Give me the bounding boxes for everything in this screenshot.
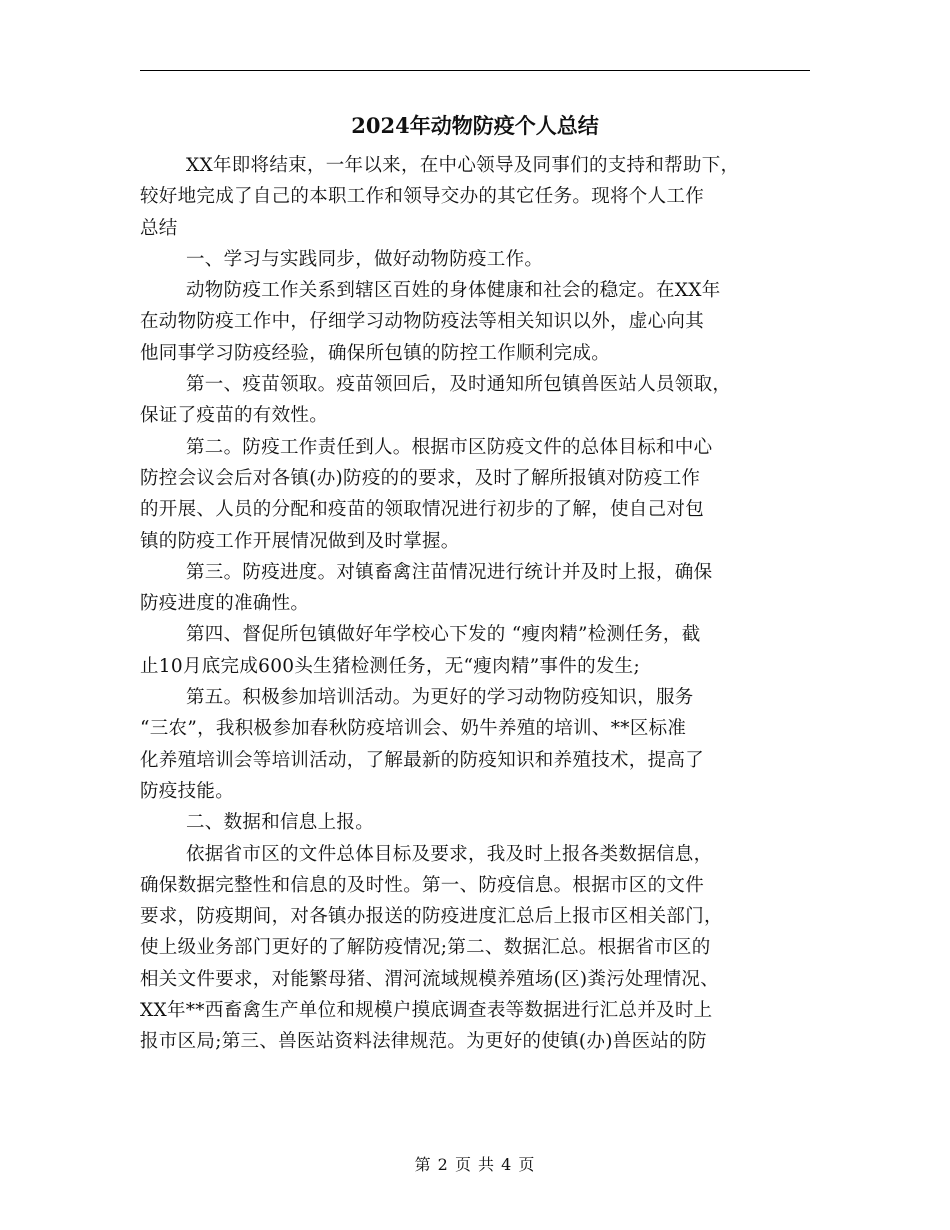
text-line: 二、数据和信息上报。 — [186, 812, 375, 834]
paragraph-intro — [140, 150, 820, 244]
text-line: 要求，防疫期间，对各镇办报送的防疫进度汇总后上报市区相关部门， — [140, 906, 723, 928]
paragraph-item-5 — [140, 682, 820, 807]
text-line: 第三。防疫进度。对镇畜禽注苗情况进行统计并及时上报，确保 — [186, 561, 713, 583]
document-title: 2024年动物防疫个人总结 — [351, 113, 599, 138]
text-line: 在动物防疫工作中，仔细学习动物防疫法等相关知识以外，虚心向其 — [140, 311, 705, 333]
text-line: 使上级业务部门更好的了解防疫情况;第二、数据汇总。根据省市区的 — [140, 937, 711, 959]
section-heading-1 — [140, 244, 820, 275]
text-line: 止10月底完成600头生猪检测任务，无“瘦肉精”事件的发生; — [140, 655, 641, 677]
text-line: 第二。防疫工作责任到人。根据市区防疫文件的总体目标和中心 — [186, 436, 713, 458]
text-line: 保证了疫苗的有效性。 — [140, 405, 329, 427]
text-line: “三农”，我积极参加春秋防疫培训会、奶牛养殖的培训、**区标准 — [140, 718, 687, 740]
section-heading-2 — [140, 807, 820, 838]
text-line: 化养殖培训会等培训活动，了解最新的防疫知识和养殖技术，提高了 — [140, 749, 705, 771]
text-line: 的开展、人员的分配和疫苗的领取情况进行初步的了解，使自己对包 — [140, 499, 705, 521]
text-line: 相关文件要求，对能繁母猪、渭河流域规模养殖场(区)粪污处理情况、 — [140, 968, 720, 990]
text-line: 动物防疫工作关系到辖区百姓的身体健康和社会的稳定。在XX年 — [186, 280, 721, 302]
text-line: 一、学习与实践同步，做好动物防疫工作。 — [186, 248, 544, 270]
paragraph-item-3 — [140, 557, 820, 620]
text-line: 依据省市区的文件总体目标及要求，我及时上报各类数据信息， — [186, 843, 713, 865]
document-body — [140, 150, 820, 1058]
text-line: 第五。积极参加培训活动。为更好的学习动物防疫知识，服务 — [186, 687, 694, 709]
paragraph-item-2 — [140, 432, 820, 557]
paragraph-item-4 — [140, 619, 820, 682]
paragraph-epidemic-work — [140, 275, 820, 369]
text-line: XX年**西畜禽生产单位和规模户摸底调查表等数据进行汇总并及时上 — [140, 1000, 713, 1022]
text-line: 防疫技能。 — [140, 780, 235, 802]
header-rule — [140, 70, 810, 71]
text-line: 防控会议会后对各镇(办)防疫的的要求，及时了解所报镇对防疫工作 — [140, 467, 701, 489]
text-line: 报市区局;第三、兽医站资料法律规范。为更好的使镇(办)兽医站的防 — [140, 1031, 707, 1053]
text-line: 第一、疫苗领取。疫苗领回后，及时通知所包镇兽医站人员领取， — [186, 374, 732, 396]
text-line: 总结 — [140, 217, 178, 239]
paragraph-item-1 — [140, 369, 820, 432]
paragraph-data-reporting — [140, 839, 820, 1058]
text-line: 镇的防疫工作开展情况做到及时掌握。 — [140, 530, 460, 552]
text-line: 他同事学习防疫经验，确保所包镇的防控工作顺利完成。 — [140, 342, 611, 364]
page-footer: 第 2 页 共 4 页 — [414, 1155, 536, 1174]
text-line: 防疫进度的准确性。 — [140, 593, 310, 615]
text-line: 第四、督促所包镇做好年学校心下发的 “瘦肉精”检测任务，截 — [186, 624, 701, 646]
text-line: 确保数据完整性和信息的及时性。第一、防疫信息。根据市区的文件 — [140, 874, 705, 896]
text-line: 较好地完成了自己的本职工作和领导交办的其它任务。现将个人工作 — [140, 186, 705, 208]
text-line: XX年即将结束，一年以来，在中心领导及同事们的支持和帮助下， — [186, 155, 740, 176]
